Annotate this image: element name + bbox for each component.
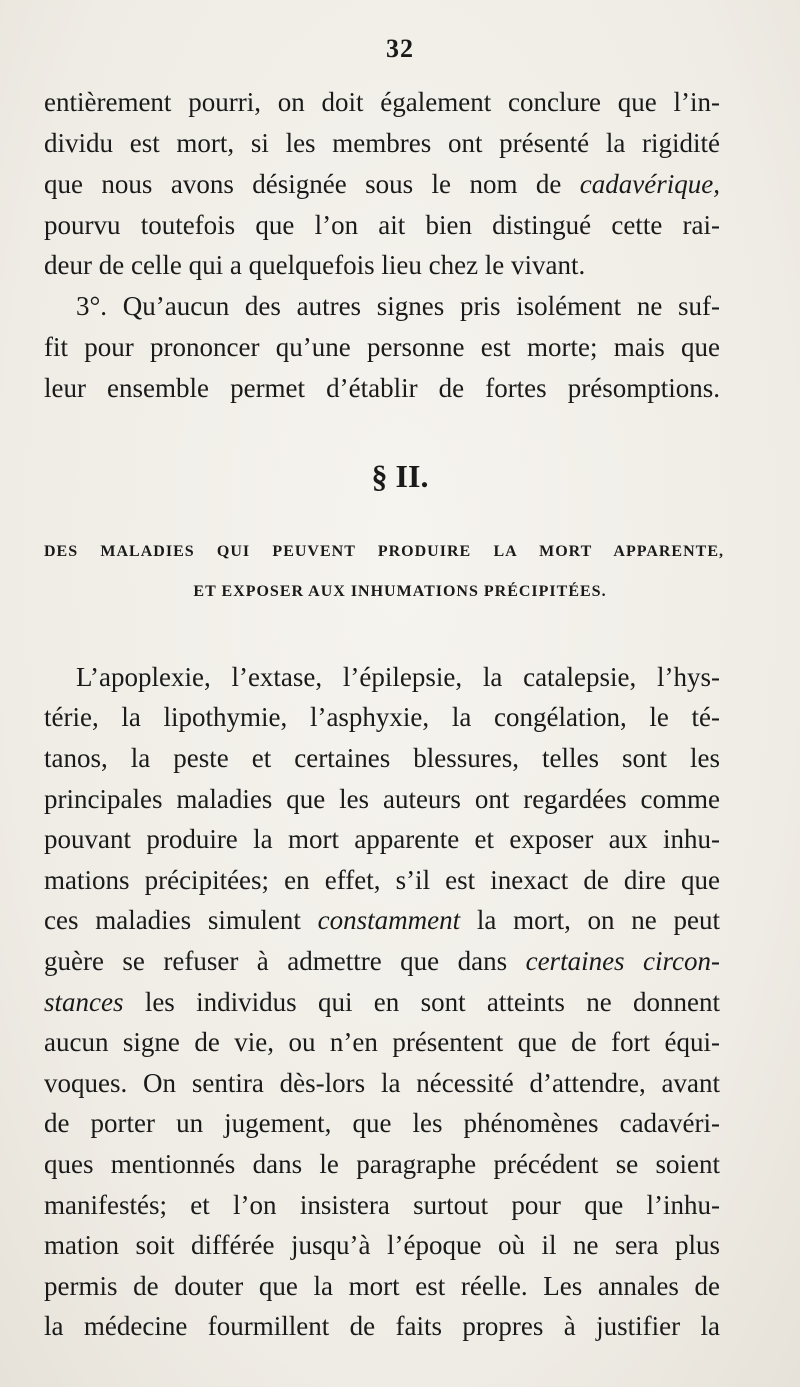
text-line: fit pour prononcer qu’une personne est morte; mais que xyxy=(44,332,720,362)
text-line xyxy=(44,164,720,204)
text-line: deur de celle qui a quelquefois lieu chez le vivant. xyxy=(44,250,586,280)
text-line xyxy=(44,900,720,940)
section-subtitle: ET EXPOSER AUX INHUMATIONS PRÉCIPITÉES. xyxy=(193,583,607,600)
text-line: pourvu toutefois que l’on ait bien distingué cette rai- xyxy=(44,210,720,240)
section-subtitle: DES MALADIES QUI PEUVENT PRODUIRE LA MORT APPARENTE, xyxy=(44,543,724,560)
section-heading: § II. xyxy=(371,458,429,494)
text-line: mation soit différée jusqu’à l’époque où il ne sera plus xyxy=(44,1230,720,1260)
text-line: la médecine fourmillent de faits propres à justifier la xyxy=(44,1311,720,1341)
text-line: manifestés; et l’on insistera surtout pour que l’inhu- xyxy=(44,1190,720,1220)
italic-term: certaines circon- xyxy=(525,946,720,976)
text-segment: que nous avons désignée sous le nom de xyxy=(44,169,562,199)
italic-term: cadavérique, xyxy=(579,169,720,199)
page-number: 32 xyxy=(386,34,414,63)
text-segment: ces maladies simulent xyxy=(44,905,301,935)
text-line: tanos, la peste et certaines blessures, telles sont les xyxy=(44,743,720,773)
text-line: dividu est mort, si les membres ont présenté la rigidité xyxy=(44,128,720,158)
text-line: ques mentionnés dans le paragraphe précédent se soient xyxy=(44,1149,720,1179)
text-segment: la mort, on ne peut xyxy=(476,905,720,935)
text-line: mations précipitées; en effet, s’il est inexact de dire que xyxy=(44,865,720,895)
text-line: entièrement pourri, on doit également conclure que l’in- xyxy=(44,87,720,117)
text-line: leur ensemble permet d’établir de fortes présomptions. xyxy=(44,373,720,403)
text-line: permis de douter que la mort est réelle. Les annales de xyxy=(44,1271,720,1301)
italic-term: constamment xyxy=(317,905,461,935)
text-line: principales maladies que les auteurs ont regardées comme xyxy=(44,784,720,814)
text-line: térie, la lipothymie, l’asphyxie, la congélation, le té- xyxy=(44,702,720,732)
text-line: 3°. Qu’aucun des autres signes pris isolément ne suf- xyxy=(76,291,720,321)
text-line: L’apoplexie, l’extase, l’épilepsie, la catalepsie, l’hys- xyxy=(76,662,720,692)
text-line: pouvant produire la mort apparente et exposer aux inhu- xyxy=(44,824,720,854)
italic-term: stances xyxy=(44,987,124,1017)
text-line: aucun signe de vie, ou n’en présentent que de fort équi- xyxy=(44,1027,720,1057)
text-line: voques. On sentira dès-lors la nécessité d’attendre, avant xyxy=(44,1068,720,1098)
text-line xyxy=(44,941,720,981)
text-segment: guère se refuser à admettre que dans xyxy=(44,946,508,976)
text-line: de porter un jugement, que les phénomènes cadavéri- xyxy=(44,1108,720,1138)
text-line xyxy=(44,982,720,1022)
text-segment: les individus qui en sont atteints ne donnent xyxy=(144,987,721,1017)
